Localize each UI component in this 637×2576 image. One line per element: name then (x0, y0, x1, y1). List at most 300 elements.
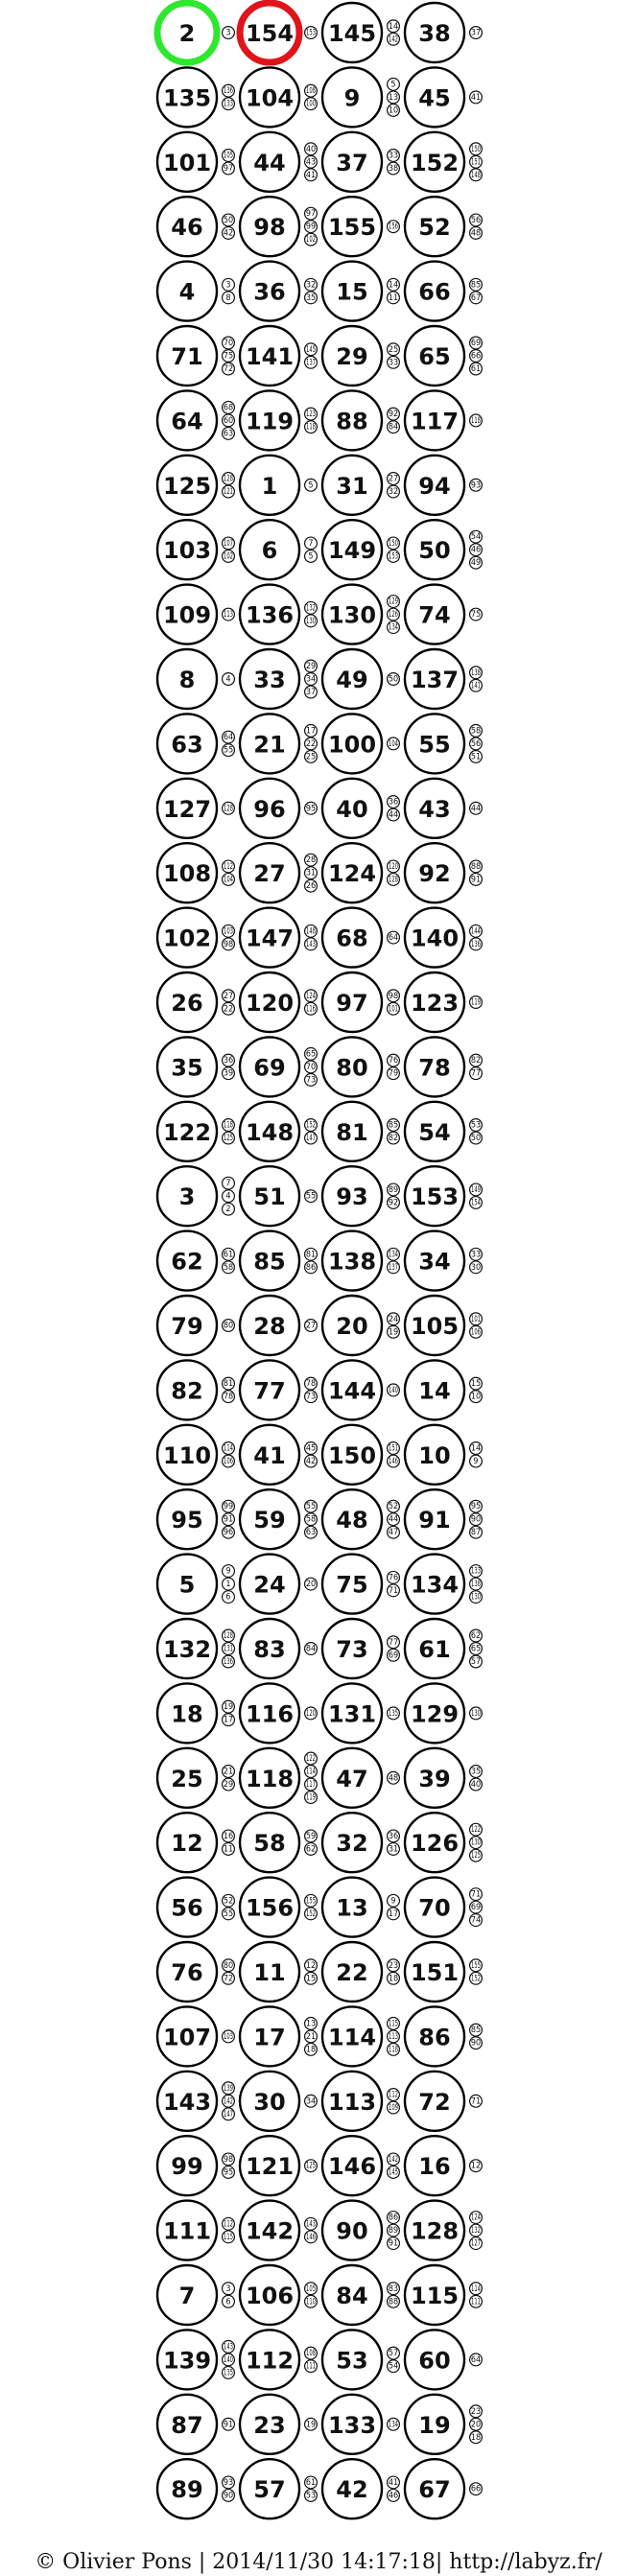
exit-hint-number: 143 (306, 2219, 316, 2230)
maze-cell[interactable] (322, 2006, 382, 2066)
exit-hint-number: 41 (388, 2477, 399, 2488)
exit-hint-number: 143 (306, 939, 316, 949)
exit-hint-number: 17 (305, 726, 317, 737)
maze-cell[interactable] (322, 1231, 382, 1291)
cell-number: 57 (253, 2476, 286, 2504)
cell-number: 43 (418, 795, 451, 823)
exit-hint-number: 124 (471, 2213, 481, 2223)
maze-cell[interactable] (157, 1296, 217, 1355)
maze-cell[interactable] (240, 2201, 299, 2260)
exit-hint-number: 54 (470, 532, 482, 543)
exit-hint-number: 71 (470, 2096, 482, 2107)
exit-hint-number: 67 (470, 293, 482, 303)
cell-number: 155 (327, 214, 377, 242)
maze-cell[interactable] (157, 779, 217, 838)
exit-hint (305, 2295, 318, 2307)
exit-hint-number: 20 (305, 1580, 317, 1590)
exit-hint-number: 136 (224, 1657, 233, 1667)
cell-number: 44 (253, 149, 286, 176)
maze-cell[interactable] (322, 1942, 382, 2002)
maze-cell[interactable] (405, 520, 464, 579)
maze-cell[interactable] (157, 2459, 217, 2518)
exit-hint-number: 89 (388, 2226, 399, 2236)
exit-hint-number: 151 (471, 157, 481, 168)
maze-cell[interactable] (240, 2072, 299, 2131)
maze-cell[interactable] (322, 1619, 382, 1678)
maze-cell[interactable] (405, 972, 464, 1032)
maze-cell[interactable] (240, 1683, 299, 1743)
maze-cell[interactable] (322, 843, 382, 902)
exit-hint (388, 1500, 400, 1512)
exit-hint (223, 214, 235, 226)
maze-cell[interactable] (405, 1748, 464, 1808)
exit-hint (305, 84, 318, 97)
exit-hint (470, 1183, 483, 1196)
maze-cell[interactable] (322, 2136, 382, 2195)
maze-cell[interactable] (405, 1489, 464, 1549)
maze-cell[interactable] (405, 1813, 464, 1872)
maze-cell[interactable] (322, 1555, 382, 1614)
exit-hint (223, 1908, 235, 1920)
cell-number: 114 (327, 2024, 377, 2051)
exit-hint-number: 28 (305, 855, 317, 866)
exit-hint-number: 32 (388, 487, 399, 498)
exit-hint-number: 143 (224, 2342, 233, 2353)
maze-cell[interactable] (405, 1360, 464, 1419)
maze-cell[interactable] (322, 2395, 382, 2454)
maze-cell[interactable] (405, 1037, 464, 1096)
exit-hint-number: 12 (305, 1960, 317, 1971)
exit-hint-number: 5 (390, 80, 396, 90)
maze-cell[interactable] (157, 1037, 217, 1096)
maze-cell[interactable] (240, 2006, 299, 2066)
cell-number: 143 (162, 2088, 212, 2116)
maze-cell[interactable] (322, 1166, 382, 1226)
exit-hint (223, 1830, 235, 1842)
exit-hint-number: 134 (389, 622, 398, 633)
exit-hint (470, 2224, 483, 2236)
maze-cell[interactable] (322, 3, 382, 62)
maze-cell[interactable] (240, 520, 299, 579)
exit-hint (388, 221, 400, 233)
exit-hint-number: 69 (470, 339, 482, 348)
exit-hint-number: 25 (388, 344, 399, 355)
maze-cell[interactable] (157, 197, 217, 256)
cell-number: 90 (336, 2217, 368, 2245)
maze-cell[interactable] (322, 2459, 382, 2518)
maze-cell[interactable] (240, 456, 299, 515)
exit-hint (223, 2367, 235, 2379)
cell-number: 110 (162, 1441, 212, 1469)
maze-cell[interactable] (322, 326, 382, 386)
maze-cell[interactable] (157, 262, 217, 321)
maze-cell[interactable] (405, 456, 464, 515)
maze-cell[interactable] (322, 1296, 382, 1355)
exit-hint-number: 81 (305, 1250, 317, 1260)
exit-hint (223, 1320, 235, 1332)
exit-hint (305, 1830, 318, 1842)
cell-number: 139 (162, 2347, 212, 2375)
exit-hint (223, 1119, 235, 1132)
maze-cell[interactable] (157, 1813, 217, 1872)
exit-hint-number: 70 (223, 339, 234, 348)
maze-cell[interactable] (157, 2072, 217, 2131)
maze-cell[interactable] (405, 67, 464, 127)
exit-hint (388, 485, 400, 498)
exit-hint-number: 52 (223, 1896, 234, 1907)
exit-hint-number: 135 (224, 2368, 233, 2378)
exit-hint (305, 1707, 318, 1720)
maze-cell[interactable] (322, 649, 382, 709)
maze-cell[interactable] (157, 132, 217, 192)
exit-hint-number: 125 (224, 1134, 233, 1144)
exit-hint-number: 78 (305, 1379, 317, 1390)
exit-hint (388, 2166, 400, 2179)
maze-cell[interactable] (322, 714, 382, 773)
maze-cell[interactable] (240, 1296, 299, 1355)
exit-hint-number: 63 (223, 429, 234, 439)
exit-hint (388, 2476, 400, 2489)
maze-cell[interactable] (240, 1942, 299, 2002)
maze-cell[interactable] (240, 1037, 299, 1096)
exit-hint (470, 2212, 483, 2224)
exit-hint (470, 227, 483, 240)
exit-hint-number: 1 (225, 1580, 231, 1590)
exit-hint (470, 1914, 483, 1927)
maze-cell[interactable] (240, 262, 299, 321)
maze-cell[interactable] (157, 1102, 217, 1161)
exit-hint (305, 1248, 318, 1260)
maze-cell[interactable] (240, 2395, 299, 2454)
maze-cell[interactable] (157, 908, 217, 968)
maze-cell[interactable] (405, 1425, 464, 1485)
exit-hint (223, 1377, 235, 1390)
maze-cell[interactable] (322, 2265, 382, 2325)
cell-number: 83 (253, 1636, 286, 1663)
maze-cell[interactable] (240, 843, 299, 902)
maze-cell[interactable] (157, 456, 217, 515)
cell-number: 147 (245, 925, 295, 952)
exit-hint (470, 2431, 483, 2444)
maze-cell[interactable] (240, 1748, 299, 1808)
cell-number: 40 (336, 795, 368, 823)
maze-cell[interactable] (157, 1166, 217, 1226)
maze-cell[interactable] (405, 132, 464, 192)
maze-cell[interactable] (405, 585, 464, 644)
exit-hint (223, 485, 235, 498)
maze-cell[interactable] (322, 972, 382, 1032)
exit-hint-number: 56 (470, 215, 482, 225)
maze-cell[interactable] (322, 67, 382, 127)
maze-cell[interactable] (322, 262, 382, 321)
exit-hint (388, 1636, 400, 1649)
exit-hint (305, 2418, 318, 2430)
cell-number: 62 (171, 1248, 203, 1276)
maze-cell[interactable] (157, 1360, 217, 1419)
maze-cell[interactable] (157, 1555, 217, 1614)
maze-cell[interactable] (240, 1619, 299, 1678)
maze-cell[interactable] (157, 1231, 217, 1291)
maze-cell[interactable] (157, 1683, 217, 1743)
maze-cell[interactable] (405, 197, 464, 256)
maze-cell[interactable] (157, 1619, 217, 1678)
cell-number: 48 (336, 1507, 368, 1534)
maze-cell[interactable] (322, 390, 382, 450)
maze-cell[interactable] (240, 1555, 299, 1614)
maze-cell[interactable] (157, 2395, 217, 2454)
maze-cell[interactable] (322, 1102, 382, 1161)
maze-cell[interactable] (157, 1489, 217, 1549)
exit-hint-number: 58 (305, 1514, 317, 1525)
maze-cell[interactable] (240, 2459, 299, 2518)
exit-hint-number: 120 (306, 1708, 316, 1719)
exit-hint (388, 1972, 400, 1984)
maze-cell[interactable] (157, 2265, 217, 2325)
exit-hint-number: 114 (224, 1443, 233, 1454)
maze-cell[interactable] (322, 197, 382, 256)
maze-cell[interactable] (405, 2006, 464, 2066)
maze-cell[interactable] (157, 843, 217, 902)
cell-number: 94 (418, 472, 451, 500)
exit-hint (305, 925, 318, 937)
maze-cell[interactable] (157, 2330, 217, 2389)
cell-number: 39 (418, 1765, 451, 1792)
maze-cell[interactable] (405, 1619, 464, 1678)
maze-cell[interactable] (240, 1489, 299, 1549)
maze-cell[interactable] (157, 2006, 217, 2066)
exit-hint-number: 149 (471, 1184, 481, 1195)
maze-cell[interactable] (157, 1425, 217, 1485)
cell-number: 123 (410, 990, 460, 1017)
maze-cell[interactable] (322, 132, 382, 192)
maze-cell[interactable] (240, 390, 299, 450)
maze-cell[interactable] (240, 1813, 299, 1872)
exit-hint (470, 874, 483, 886)
maze-cell[interactable] (405, 2201, 464, 2260)
maze-cell[interactable] (240, 2136, 299, 2195)
maze-cell[interactable] (322, 1489, 382, 1549)
maze-cell[interactable] (405, 1166, 464, 1226)
cell-number: 134 (410, 1571, 460, 1599)
exit-hint (305, 1791, 318, 1804)
exit-hint-number: 48 (388, 1773, 399, 1784)
exit-hint-number: 4 (225, 674, 231, 685)
maze-cell[interactable] (240, 197, 299, 256)
exit-hint (388, 408, 400, 420)
exit-hint-number: 61 (223, 1250, 234, 1260)
maze-cell[interactable] (240, 585, 299, 644)
exit-hint (470, 1972, 483, 1984)
exit-hint-number: 152 (471, 1974, 481, 1984)
exit-hint-number: 22 (223, 1004, 234, 1015)
maze-cell[interactable] (157, 2201, 217, 2260)
exit-hint-number: 46 (470, 545, 482, 555)
maze-cell[interactable] (157, 1878, 217, 1937)
maze-cell[interactable] (405, 908, 464, 968)
maze-cell[interactable] (157, 649, 217, 709)
maze-cell[interactable] (405, 779, 464, 838)
maze-cell[interactable] (405, 1942, 464, 2002)
maze-cell[interactable] (322, 1360, 382, 1419)
maze-cell[interactable] (157, 972, 217, 1032)
exit-hint-number: 148 (471, 170, 481, 180)
exit-hint (470, 1391, 483, 1403)
exit-hint-number: 128 (389, 875, 398, 885)
exit-hint (388, 33, 400, 45)
maze-cell[interactable] (405, 1296, 464, 1355)
maze-cell[interactable] (322, 456, 382, 515)
maze-cell[interactable] (405, 262, 464, 321)
maze-cell[interactable] (240, 1102, 299, 1161)
maze-cell[interactable] (322, 1813, 382, 1872)
exit-hint (223, 1629, 235, 1642)
maze-cell[interactable] (157, 1748, 217, 1808)
maze-cell[interactable] (322, 1878, 382, 1937)
exit-hint (223, 2341, 235, 2354)
exit-hint-number: 91 (223, 1514, 234, 1525)
exit-hint-number: 56 (470, 738, 482, 749)
maze-cell[interactable] (240, 1360, 299, 1419)
cell-number: 151 (410, 1959, 460, 1986)
exit-hint (223, 1248, 235, 1260)
maze-cell[interactable] (157, 520, 217, 579)
maze-cell[interactable] (240, 67, 299, 127)
maze-cell[interactable] (322, 520, 382, 579)
exit-hint-number: 156 (389, 222, 398, 232)
exit-hint (305, 2347, 318, 2359)
cell-number: 28 (253, 1313, 286, 1340)
cell-number: 54 (418, 1118, 451, 1146)
exit-hint (470, 938, 483, 950)
cell-number: 99 (171, 2153, 203, 2181)
maze-cell[interactable] (322, 1037, 382, 1096)
maze-cell[interactable] (240, 779, 299, 838)
exit-hint (223, 2217, 235, 2230)
maze-cell[interactable] (405, 2265, 464, 2325)
exit-hint-number: 29 (305, 662, 317, 671)
exit-hint (223, 608, 235, 621)
maze-cell[interactable] (240, 1425, 299, 1485)
exit-hint (388, 874, 400, 886)
maze-cell[interactable] (322, 1683, 382, 1743)
maze-cell[interactable] (240, 2330, 299, 2389)
maze-cell[interactable] (405, 1878, 464, 1937)
maze-cell[interactable] (405, 1555, 464, 1614)
exit-hint-number: 55 (223, 745, 234, 756)
exit-hint-number: 101 (471, 1314, 481, 1324)
maze-cell[interactable] (157, 585, 217, 644)
maze-cell[interactable] (405, 3, 464, 62)
maze-cell[interactable] (322, 585, 382, 644)
cell-number: 53 (336, 2347, 368, 2375)
exit-hint-number: 39 (223, 1068, 234, 1079)
maze-cell[interactable] (240, 972, 299, 1032)
maze-cell[interactable] (405, 390, 464, 450)
maze-cell[interactable] (240, 908, 299, 968)
exit-hint (470, 556, 483, 569)
cell-number: 76 (171, 1959, 203, 1986)
cell-number: 117 (410, 408, 460, 435)
maze-cell[interactable] (405, 2395, 464, 2454)
maze-cell[interactable] (405, 326, 464, 386)
exit-hint (470, 2037, 483, 2049)
maze-cell[interactable] (405, 649, 464, 709)
maze-cell[interactable] (405, 2136, 464, 2195)
maze-cell[interactable] (322, 2330, 382, 2389)
exit-hint (388, 162, 400, 175)
maze-cell[interactable] (157, 67, 217, 127)
maze-cell[interactable] (240, 1166, 299, 1226)
maze-cell[interactable] (157, 3, 217, 62)
exit-hint-number: 10 (470, 1392, 482, 1402)
maze-cell[interactable] (240, 3, 299, 62)
exit-hint-number: 48 (470, 228, 482, 239)
maze-cell[interactable] (157, 2136, 217, 2195)
maze-cell[interactable] (405, 1102, 464, 1161)
maze-cell[interactable] (240, 649, 299, 709)
maze-cell[interactable] (240, 714, 299, 773)
maze-cell[interactable] (405, 714, 464, 773)
exit-hint-number: 122 (471, 1825, 481, 1836)
exit-hint-number: 111 (306, 2361, 316, 2372)
exit-hint-number: 11 (223, 1844, 234, 1855)
maze-cell[interactable] (405, 2330, 464, 2389)
exit-hint-number: 65 (470, 1644, 482, 1654)
maze-cell[interactable] (240, 2265, 299, 2325)
maze-cell[interactable] (240, 1878, 299, 1937)
maze-cell[interactable] (405, 1683, 464, 1743)
maze-cell[interactable] (322, 1748, 382, 1808)
exit-hint-number: 119 (471, 997, 481, 1008)
maze-cell[interactable] (405, 2459, 464, 2518)
maze-cell[interactable] (405, 843, 464, 902)
maze-cell[interactable] (322, 2072, 382, 2131)
cell-number: 19 (418, 2411, 451, 2439)
maze-cell[interactable] (240, 326, 299, 386)
exit-hint (223, 1578, 235, 1590)
exit-hint (305, 660, 318, 672)
exit-hint (470, 667, 483, 679)
exit-hint-number: 133 (224, 99, 233, 109)
maze-cell[interactable] (322, 1425, 382, 1485)
maze-cell[interactable] (240, 1231, 299, 1291)
maze-cell[interactable] (322, 779, 382, 838)
exit-hint-number: 93 (470, 480, 482, 491)
maze-cell[interactable] (157, 714, 217, 773)
exit-hint-number: 44 (388, 1514, 399, 1525)
exit-hint-number: 15 (305, 1974, 317, 1984)
exit-hint-number: 36 (388, 1831, 399, 1841)
exit-hint-number: 117 (306, 1780, 316, 1791)
exit-hint (388, 550, 400, 563)
maze-cell[interactable] (157, 326, 217, 386)
maze-cell[interactable] (322, 908, 382, 968)
exit-hint (388, 2224, 400, 2236)
maze-cell[interactable] (405, 1231, 464, 1291)
maze-cell[interactable] (322, 2201, 382, 2260)
maze-cell[interactable] (157, 390, 217, 450)
maze-cell[interactable] (405, 2072, 464, 2131)
exit-hint (305, 751, 318, 763)
exit-hint (470, 1823, 483, 1836)
maze-cell[interactable] (240, 132, 299, 192)
exit-hint (223, 990, 235, 1002)
exit-hint-number: 15 (470, 1379, 482, 1390)
maze-cell[interactable] (157, 1942, 217, 2002)
exit-hint-number: 79 (388, 1068, 399, 1079)
exit-hint-number: 85 (388, 1120, 399, 1131)
exit-hint-number: 42 (223, 228, 234, 239)
